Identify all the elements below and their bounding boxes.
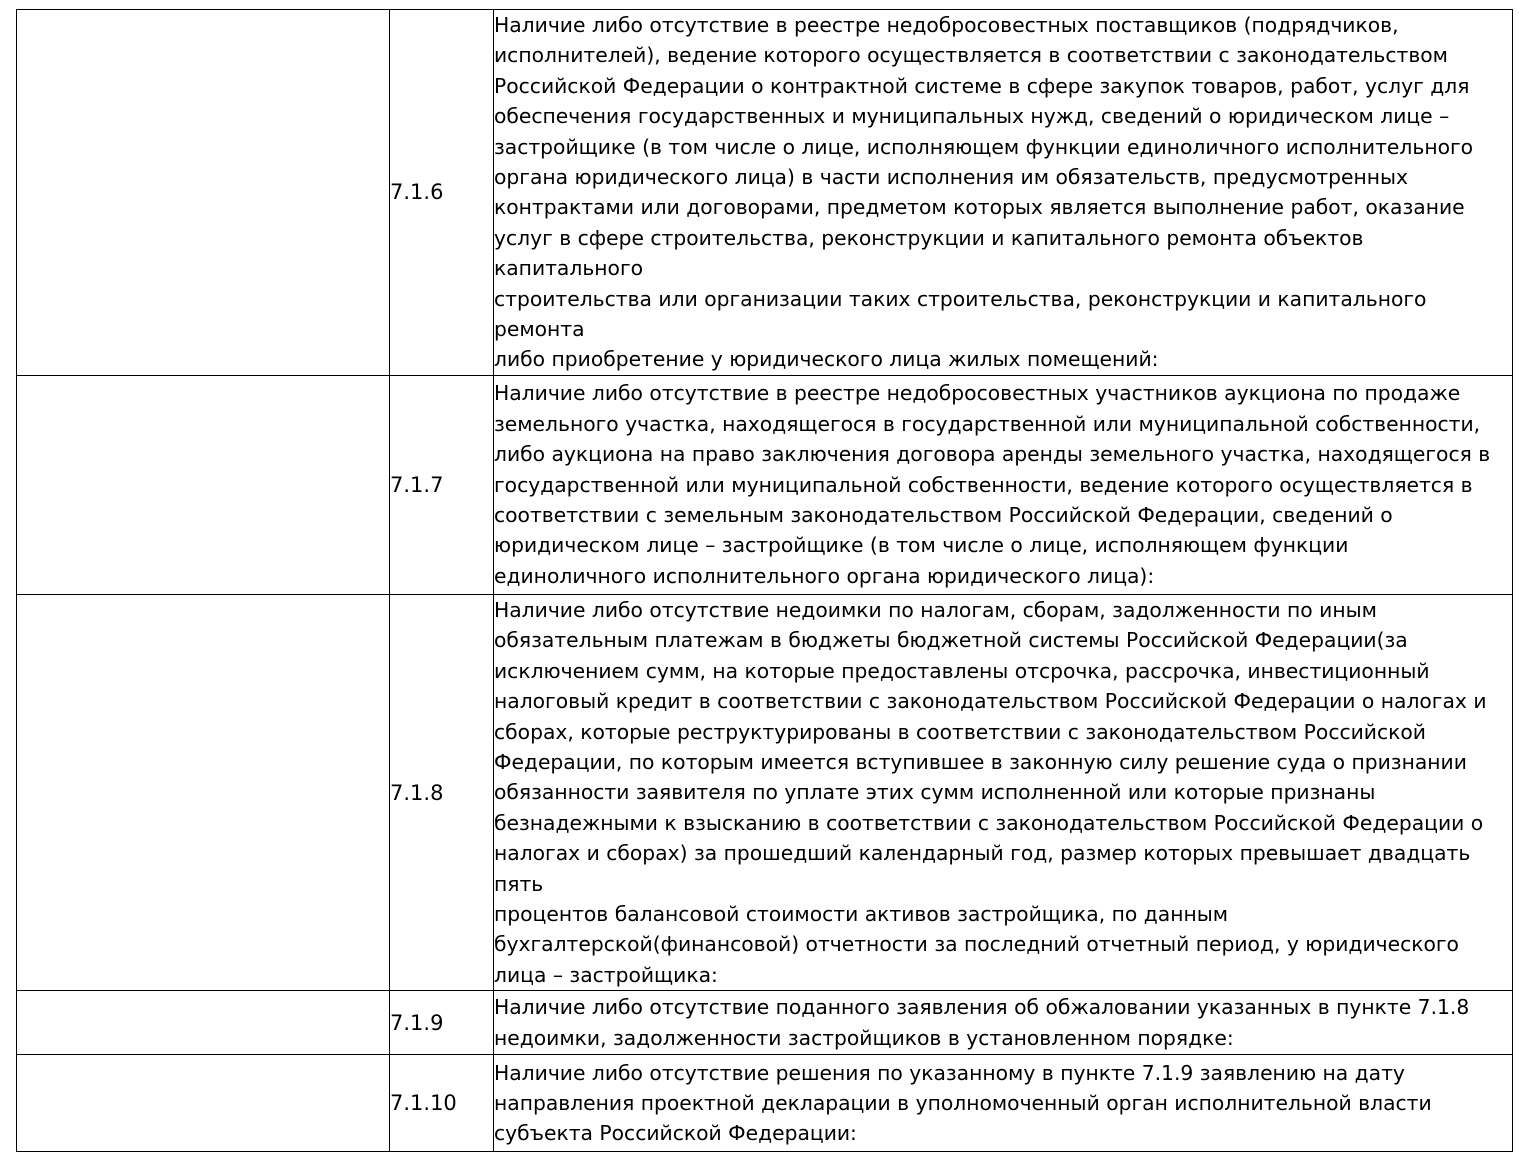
empty-cell	[17, 10, 390, 376]
table-row	[17, 10, 1513, 376]
empty-cell	[17, 375, 390, 594]
empty-cell	[17, 1055, 390, 1152]
clause-number: 7.1.9	[390, 991, 494, 1055]
clause-number: 7.1.7	[390, 375, 494, 594]
clause-number: 7.1.8	[390, 594, 494, 990]
table-row	[17, 1055, 1513, 1152]
clause-text: Наличие либо отсутствие недоимки по налогам, сборам, задолженности по иным обязательным платежам в бюджеты бюджетной системы Российской Федерации(за исключением сумм, на которые предоставлены отсрочка, рассрочка, инвестиционный налоговый кредит в соответствии с законодательством Российской Федерации о налогах и сборах, которые реструктурированы в соответствии с законодательством Российской Федерации, по которым имеется вступившее в законную силу решение суда о признании обязанности заявителя по уплате этих сумм исполненной или которые признаны безнадежными к взысканию в соответствии с законодательством Российской Федерации о налогах и сборах) за прошедший календарный год, размер которых превышает двадцать пять процентов балансовой стоимости активов застройщика, по данным бухгалтерской(финансовой) отчетности за последний отчетный период, у юридического лица – застройщика:	[494, 594, 1513, 990]
clause-text: Наличие либо отсутствие решения по указанному в пункте 7.1.9 заявлению на дату направления проектной декларации в уполномоченный орган исполнительной власти субъекта Российской Федерации:	[494, 1055, 1513, 1152]
clause-text: Наличие либо отсутствие в реестре недобросовестных поставщиков (подрядчиков, исполнителей), ведение которого осуществляется в соответствии с законодательством Российской Федерации о контрактной системе в сфере закупок товаров, работ, услуг для обеспечения государственных и муниципальных нужд, сведений о юридическом лице – застройщике (в том числе о лице, исполняющем функции единоличного исполнительного органа юридического лица) в части исполнения им обязательств, предусмотренных контрактами или договорами, предметом которых является выполнение работ, оказание услуг в сфере строительства, реконструкции и капитального ремонта объектов капитального строительства или организации таких строительства, реконструкции и капитального ремонта либо приобретение у юридического лица жилых помещений:	[494, 10, 1513, 376]
declaration-table	[16, 9, 1513, 1152]
clause-text: Наличие либо отсутствие поданного заявления об обжаловании указанных в пункте 7.1.8 недоимки, задолженности застройщиков в установленном порядке:	[494, 991, 1513, 1055]
table-row	[17, 991, 1513, 1055]
clause-number: 7.1.6	[390, 10, 494, 376]
empty-cell	[17, 594, 390, 990]
table-row	[17, 375, 1513, 594]
clause-number: 7.1.10	[390, 1055, 494, 1152]
clause-text: Наличие либо отсутствие в реестре недобросовестных участников аукциона по продаже земельного участка, находящегося в государственной или муниципальной собственности, либо аукциона на право заключения договора аренды земельного участка, находящегося в государственной или муниципальной собственности, ведение которого осуществляется в соответствии с земельным законодательством Российской Федерации, сведений о юридическом лице – застройщике (в том числе о лице, исполняющем функции единоличного исполнительного органа юридического лица):	[494, 375, 1513, 594]
empty-cell	[17, 991, 390, 1055]
table-row	[17, 594, 1513, 990]
